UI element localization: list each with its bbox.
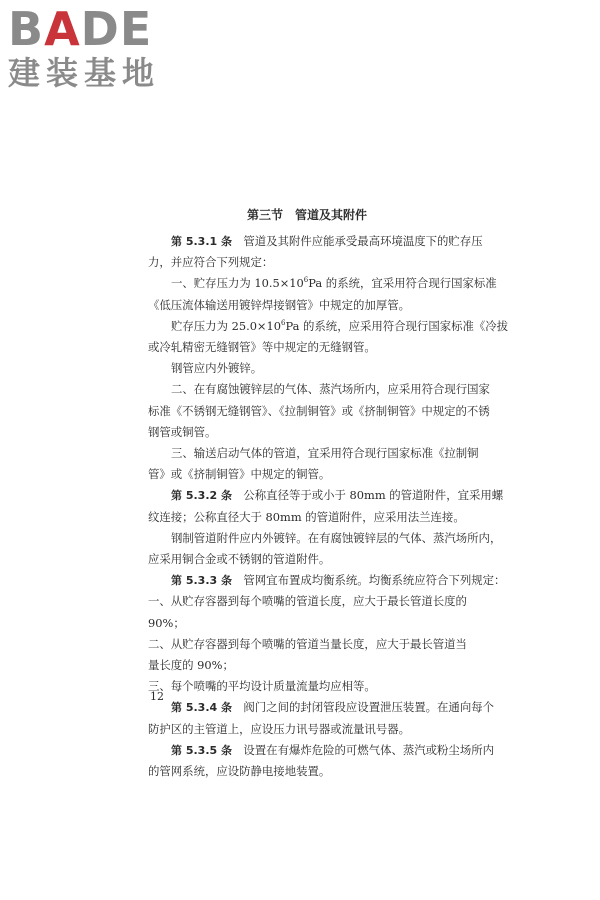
logo-wordmark: BADE: [8, 2, 153, 56]
paragraph-line: 《低压流体输送用镀锌焊接钢管》中规定的加厚管。: [148, 297, 410, 312]
article-number: 第 5.3.5 条: [171, 743, 232, 757]
paragraph-line: 三、每个喷嘴的平均设计质量流量均应相等。: [148, 679, 376, 694]
paragraph-line: 的管网系统，应设防静电接地装置。: [148, 764, 331, 779]
article-5-3-2-line-1: 第 5.3.2 条 公称直径等于或小于 80mm 的管道附件，宜采用螺: [171, 488, 504, 503]
article-5-3-5-line-1: 第 5.3.5 条 设置在有爆炸危险的可燃气体、蒸汽或粉尘场所内: [171, 742, 494, 757]
paragraph-line: 钢管应内外镀锌。: [171, 361, 263, 376]
paragraph-line: 标准《不锈钢无缝钢管》、《拉制铜管》或《挤制铜管》中规定的不锈: [148, 403, 490, 418]
paragraph-line: 钢制管道附件应内外镀锌。在有腐蚀镀锌层的气体、蒸汽场所内，: [171, 530, 502, 545]
paragraph-line: 管》或《挤制铜管》中规定的铜管。: [148, 467, 331, 482]
logo-chinese-name: 建装基地: [8, 54, 161, 92]
paragraph-line: 二、在有腐蚀镀锌层的气体、蒸汽场所内，应采用符合现行国家: [171, 382, 490, 397]
paragraph-line: 或冷轧精密无缝钢管》等中规定的无缝钢管。: [148, 340, 376, 355]
article-number: 第 5.3.1 条: [171, 235, 232, 248]
article-5-3-1-line-2: 力，并应符合下列规定：: [148, 255, 274, 270]
article-number: 第 5.3.4 条: [171, 701, 232, 715]
paragraph-line: 二、从贮存容器到每个喷嘴的管道当量长度，应大于最长管道当: [148, 636, 467, 651]
paragraph-line: 三、输送启动气体的管道，宜采用符合现行国家标准《拉制铜: [171, 446, 479, 461]
paragraph-line: 应采用铜合金或不锈钢的管道附件。: [148, 552, 331, 567]
paragraph-line: 纹连接；公称直径大于 80mm 的管道附件，应采用法兰连接。: [148, 509, 465, 524]
paragraph-line: 一、从贮存容器到每个喷嘴的管道长度，应大于最长管道长度的: [148, 594, 467, 609]
paragraph-line: 防护区的主管道上，应设压力讯号器或流量讯号器。: [148, 721, 410, 736]
paragraph-line: 量长度的 90%；: [148, 658, 234, 673]
article-5-3-1-line-1: 第 5.3.1 条 管道及其附件应能承受最高环境温度下的贮存压: [171, 234, 483, 248]
paragraph-line: 一、贮存压力为 $10.5\times 10^6Pa$ 的系统，宜采用符合现行国家标准: [171, 276, 497, 291]
article-number: 第 5.3.2 条: [171, 489, 232, 503]
page-number: 12: [150, 690, 164, 703]
article-number: 第 5.3.3 条: [171, 574, 232, 588]
article-5-3-3-line-1: 第 5.3.3 条 管网宜布置成均衡系统。均衡系统应符合下列规定：: [171, 573, 506, 588]
article-5-3-4-line-1: 第 5.3.4 条 阀门之间的封闭管段应设置泄压装置。在通向每个: [171, 700, 494, 715]
paragraph-line: 贮存压力为 $25.0\times 10^6Pa$ 的系统，应采用符合现行国家标准《冷拔: [171, 318, 509, 333]
bade-logo: [8, 4, 183, 96]
document-body: [148, 205, 509, 782]
section-heading: 第三节 管道及其附件: [246, 208, 367, 222]
paragraph-line: 钢管或铜管。: [148, 424, 217, 439]
paragraph-line: 90%；: [148, 615, 185, 630]
